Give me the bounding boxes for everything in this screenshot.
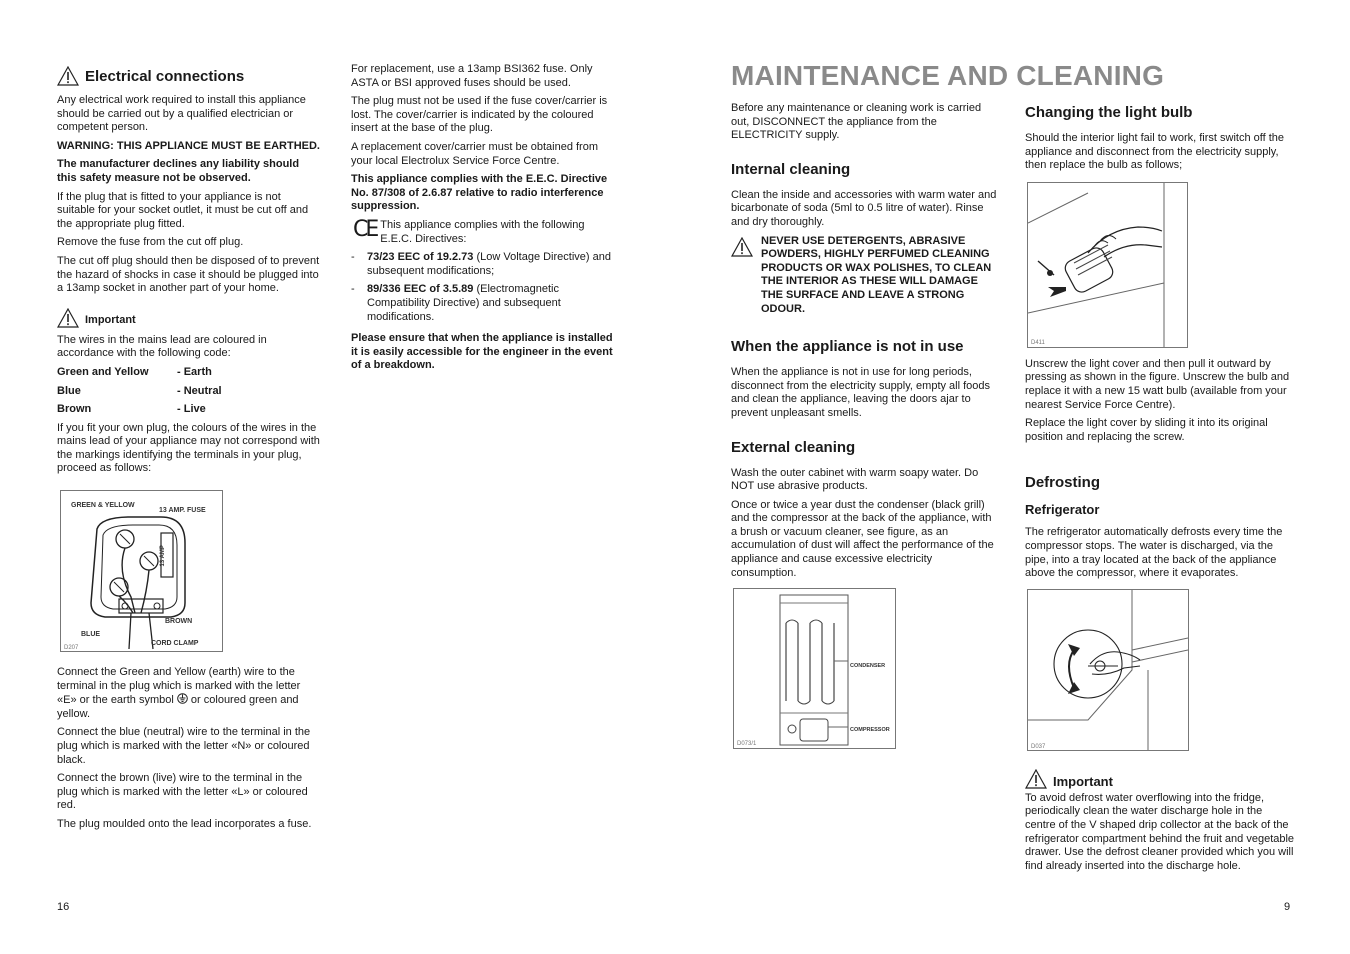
earth-symbol-icon <box>177 693 188 704</box>
warning-icon <box>1025 769 1047 789</box>
external-cleaning-text-1: Wash the outer cabinet with warm soapy water. Do NOT use abrasive products. <box>731 466 979 493</box>
external-cleaning-text-2: Once or twice a year dust the condenser (black grill) and the compressor at the back of the appliance, with a brush or vacuum cleaner, see figure, as an accumulation of dust will affect the performance of the appliance and cause excessive electricity consumption. <box>731 498 994 579</box>
wire-colour: Blue <box>57 384 81 397</box>
maintenance-column <box>731 102 999 749</box>
connect-green-text <box>57 666 321 721</box>
light-bulb-drawing <box>1028 183 1187 347</box>
fuse-label: 13 AMP. FUSE <box>159 507 206 515</box>
ce-mark-icon: CE <box>353 218 377 242</box>
dash-marker: - <box>351 283 355 296</box>
connect-green-b: «E» or the earth symbol <box>57 694 174 707</box>
not-in-use-text: When the appliance is not in use for long periods, disconnect from the electricity supply, empty all foods and clean the appliance, leaving the doors ajar to prevent unpleasant smells. <box>731 366 991 419</box>
directive-desc: (Low Voltage Directive) and subsequent modifications; <box>367 251 611 277</box>
warning-icon <box>57 66 79 86</box>
middle-column <box>351 63 619 378</box>
connect-blue-text: Connect the blue (neutral) wire to the terminal in the plug which is marked with the letter «N» or coloured black. <box>57 726 311 766</box>
bulb-intro-text: Should the interior light fail to work, first switch off the appliance and disconnect from the electricity supply, then replace the bulb as follows; <box>1025 132 1285 172</box>
page-title: MAINTENANCE AND CLEANING <box>731 60 1165 91</box>
brown-label: BROWN <box>165 618 193 626</box>
wire-meaning: - Live <box>177 403 206 416</box>
condenser-label: CONDENSER <box>850 663 886 670</box>
liability-note: The manufacturer declines any liability should this safety measure not be observed. <box>57 158 300 184</box>
moulded-plug-text: The plug moulded onto the lead incorporates a fuse. <box>57 818 312 830</box>
internal-cleaning-text: Clean the inside and accessories with warm water and bicarbonate of soda (5ml to 0.5 litre of water). Rinse and dry thoroughly. <box>731 188 997 228</box>
complies-text <box>351 219 619 246</box>
dispose-plug-text: The cut off plug should then be disposed of to prevent the hazard of shocks in case it should be plugged into a 13amp socket in another part of your home. <box>57 254 320 295</box>
internal-cleaning-heading: Internal cleaning <box>731 160 851 178</box>
figure-code: D411 <box>1031 339 1045 346</box>
not-in-use-heading: When the appliance is not in use <box>731 338 964 356</box>
dash-marker: - <box>351 251 355 264</box>
figure-code: D037 <box>1031 743 1046 750</box>
compressor-label: COMPRESSOR <box>850 727 890 734</box>
connect-brown-text: Connect the brown (live) wire to the terminal in the plug which is marked with the letter «L» or coloured red. <box>57 772 308 812</box>
electrical-heading: Electrical connections <box>85 68 245 85</box>
defrosting-heading: Defrosting <box>1025 474 1100 492</box>
page-number-left: 16 <box>57 901 70 913</box>
replacement-fuse-text: For replacement, use a 13amp BSI362 fuse. Only ASTA or BSI approved fuses should be used. <box>351 63 593 89</box>
green-yellow-label: GREEN & YELLOW <box>71 502 135 510</box>
important-heading-row <box>57 308 321 328</box>
directive-code: 73/23 EEC of 19.2.73 <box>367 251 474 264</box>
connect-green-c: or coloured green and yellow. <box>57 694 299 720</box>
wire-colour: Green and Yellow <box>57 365 149 378</box>
directive-text <box>367 251 619 278</box>
page-number-right: 9 <box>1284 901 1291 913</box>
detergent-warning-text: NEVER USE DETERGENTS, ABRASIVE POWDERS, HIGHLY PERFUMED CLEANING PRODUCTS OR WAX POLISHES, TO CLEAN THE INTERIOR AS THESE WILL DAMAGE THE SURFACE AND LEAVE A STRONG ODOUR. <box>761 234 992 315</box>
fuse-cover-text: The plug must not be used if the fuse cover/carrier is lost. The cover/carrier is indicated by the coloured insert at the base of the plug. <box>351 95 608 135</box>
external-cleaning-heading: External cleaning <box>731 438 856 456</box>
amp-label: 13 AMP <box>159 545 166 567</box>
plug-unsuitable-text: If the plug that is fitted to your appliance is not suitable for your socket outlet, it must be cut off and the appropriate plug fitted. <box>57 190 309 230</box>
obtain-cover-text: A replacement cover/carrier must be obtained from your local Electrolux Service Force Centre. <box>351 140 599 167</box>
bulb-defrost-column <box>1025 104 1295 878</box>
changing-bulb-heading: Changing the light bulb <box>1025 104 1193 121</box>
directive-text <box>367 283 619 324</box>
wire-meaning: - Earth <box>177 365 212 378</box>
detergent-warning <box>731 235 999 317</box>
important-heading-row <box>1025 769 1295 789</box>
disconnect-intro: Before any maintenance or cleaning work is carried out, DISCONNECT the appliance from the ELECTRICITY supply. <box>731 102 982 142</box>
unscrew-cover-text: Unscrew the light cover and then pull it outward by pressing as shown in the figure. Unscrew the bulb and replace it with a new 15 watt bulb (available from your nearest Service Force Centre). <box>1025 357 1290 411</box>
light-bulb-figure <box>1027 182 1188 348</box>
eec-directive-text: This appliance complies with the E.E.C. Directive No. 87/308 of 2.6.87 relative to radio interference suppression. <box>351 173 608 213</box>
directive-item <box>351 283 619 324</box>
directive-item <box>351 251 619 278</box>
cord-clamp-label: CORD CLAMP <box>151 640 199 648</box>
accessibility-note: Please ensure that when the appliance is installed it is easily accessible for the engineer in the event of a breakdown. <box>351 332 613 372</box>
replace-cover-text: Replace the light cover by sliding it into its original position and replacing the screw. <box>1025 417 1268 443</box>
directive-code: 89/336 EEC of 3.5.89 <box>367 283 474 296</box>
electrical-heading-row <box>57 66 321 86</box>
important-label: Important <box>85 314 136 327</box>
defrost-drawing <box>1028 590 1188 750</box>
refrigerator-defrost-text: The refrigerator automatically defrosts every time the compressor stops. The water is discharged, via the pipe, into a tray located at the back of the appliance above the compressor, where it evaporates. <box>1025 526 1283 580</box>
electrical-column <box>57 66 321 837</box>
remove-fuse-text: Remove the fuse from the cut off plug. <box>57 236 244 249</box>
wire-colour: Brown <box>57 403 92 416</box>
plug-wiring-figure <box>60 490 223 652</box>
figure-code: D073/1 <box>737 741 757 748</box>
connect-green-a: Connect the Green and Yellow (earth) wire to the terminal in the plug which is marked with the letter <box>57 666 301 692</box>
figure-code: D207 <box>64 645 79 652</box>
wire-colour-table <box>57 366 321 417</box>
warning-icon <box>731 237 753 257</box>
earthed-warning: WARNING: THIS APPLIANCE MUST BE EARTHED. <box>57 139 320 152</box>
important-defrost-text: To avoid defrost water overflowing into the fridge, periodically clean the water discharge hole in the centre of the V shaped drip collector at the back of the refrigerator compartment behind the fruit and vegetable drawer. Use the defrost cleaner provided which you will find already inserted into the discharge hole. <box>1025 791 1295 872</box>
directive-desc: (Electromagnetic Compatibility Directive) and subsequent modifications. <box>367 283 561 323</box>
condenser-figure <box>733 588 896 749</box>
complies-label: This appliance complies with the following E.E.C. Directives: <box>380 218 585 245</box>
electrical-intro: Any electrical work required to install this appliance should be carried out by a qualified electrician or competent person. <box>57 94 306 134</box>
own-plug-text: If you fit your own plug, the colours of the wires in the mains lead of your appliance may not correspond with the markings identifying the terminals in your plug, proceed as follows: <box>57 421 320 475</box>
refrigerator-subheading: Refrigerator <box>1025 502 1100 518</box>
defrost-figure <box>1027 589 1189 751</box>
warning-icon <box>57 308 79 328</box>
important-label: Important <box>1053 774 1113 790</box>
wire-meaning: - Neutral <box>177 384 222 397</box>
blue-label: BLUE <box>81 631 101 639</box>
wires-intro: The wires in the mains lead are coloured in accordance with the following code: <box>57 333 267 360</box>
